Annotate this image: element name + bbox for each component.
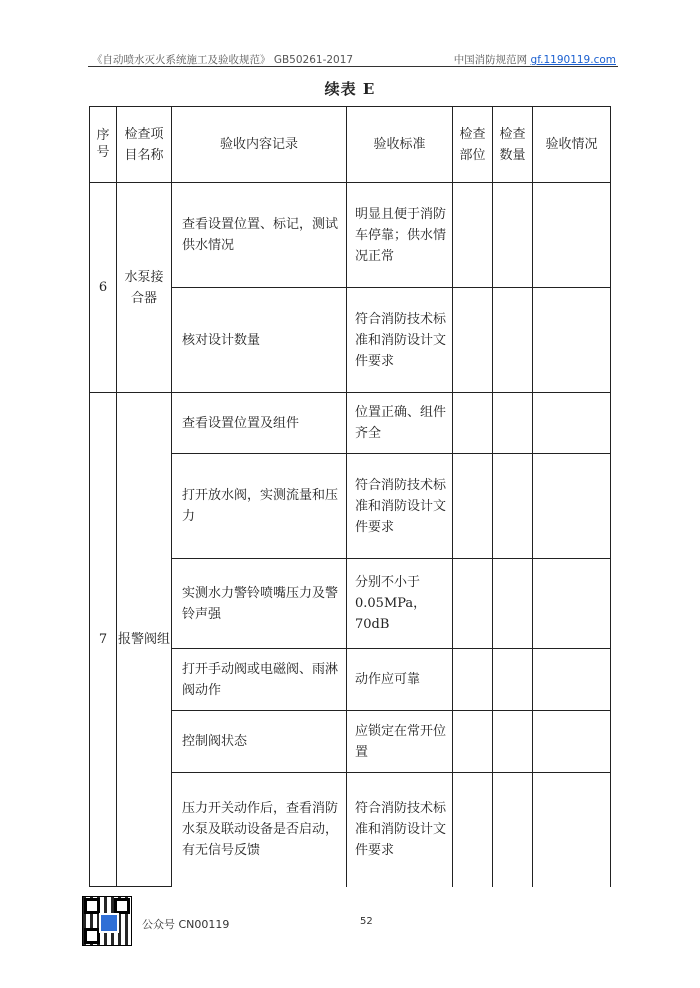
- qty-cell: [493, 393, 533, 454]
- standard-cell: 应锁定在常开位置: [347, 711, 453, 773]
- standard-cell: 符合消防技术标准和消防设计文件要求: [347, 773, 453, 887]
- content-cell: 查看设置位置、标记，测试供水情况: [172, 183, 347, 288]
- part-cell: [453, 711, 493, 773]
- qr-corner-mark: [114, 898, 130, 914]
- part-cell: [453, 454, 493, 559]
- qr-code-image: [82, 896, 132, 946]
- header-rule: [88, 66, 618, 67]
- header-site: [454, 52, 616, 67]
- col-header-content: 验收内容记录: [172, 107, 347, 183]
- col-header-standard: 验收标准: [347, 107, 453, 183]
- part-cell: [453, 773, 493, 887]
- table-title: 续表 E: [324, 80, 376, 98]
- group-name: 报警阀组: [117, 393, 172, 887]
- qty-cell: [493, 559, 533, 649]
- header-site-link[interactable]: gf.1190119.com: [530, 54, 616, 66]
- part-cell: [453, 559, 493, 649]
- col-header-seq: [90, 107, 117, 183]
- part-cell: [453, 183, 493, 288]
- content-cell: 控制阀状态: [172, 711, 347, 773]
- qr-corner-mark: [84, 898, 100, 914]
- wechat-account: 公众号 CN00119: [142, 918, 230, 931]
- part-cell: [453, 649, 493, 711]
- content-cell: 实测水力警铃喷嘴压力及警铃声强: [172, 559, 347, 649]
- content-cell: 打开手动阀或电磁阀、雨淋阀动作: [172, 649, 347, 711]
- group-name: [117, 183, 172, 393]
- col-header-qty: [493, 107, 533, 183]
- col-header-item-text: 检查项目名称: [124, 126, 164, 163]
- result-cell: [533, 183, 611, 288]
- standard-cell: 分别不小于0.05MPa，70dB: [347, 559, 453, 649]
- group-no: 6: [90, 183, 117, 393]
- content-cell: 压力开关动作后，查看消防水泵及联动设备是否启动，有无信号反馈: [172, 773, 347, 887]
- qty-cell: [493, 649, 533, 711]
- part-cell: [453, 393, 493, 454]
- col-header-seq-text: 序号: [96, 127, 110, 160]
- standard-cell: 动作应可靠: [347, 649, 453, 711]
- col-header-result: 验收情况: [533, 107, 611, 183]
- result-cell: [533, 288, 611, 393]
- result-cell: [533, 393, 611, 454]
- qty-cell: [493, 183, 533, 288]
- qr-corner-mark: [84, 928, 100, 944]
- page-number: 52: [360, 916, 373, 927]
- result-cell: [533, 454, 611, 559]
- group-name-text: 水泵接合器: [124, 269, 164, 306]
- content-cell: 打开放水阀，实测流量和压力: [172, 454, 347, 559]
- standard-cell: 明显且便于消防车停靠；供水情况正常: [347, 183, 453, 288]
- header-site-label: 中国消防规范网: [453, 54, 528, 66]
- result-cell: [533, 773, 611, 887]
- result-cell: [533, 649, 611, 711]
- col-header-part: [453, 107, 493, 183]
- qty-cell: [493, 454, 533, 559]
- part-cell: [453, 288, 493, 393]
- table-row: [90, 183, 611, 288]
- table-header-row: [90, 107, 611, 183]
- result-cell: [533, 711, 611, 773]
- col-header-item: [117, 107, 172, 183]
- header-document-title: 《自动喷水灭火系统施工及验收规范》 GB50261-2017: [92, 54, 354, 66]
- standard-cell: 符合消防技术标准和消防设计文件要求: [347, 288, 453, 393]
- col-header-qty-text: 检查数量: [499, 126, 526, 163]
- standard-cell: 位置正确、组件齐全: [347, 393, 453, 454]
- qty-cell: [493, 773, 533, 887]
- qr-logo: [99, 913, 119, 933]
- standard-cell: 符合消防技术标准和消防设计文件要求: [347, 454, 453, 559]
- qty-cell: [493, 288, 533, 393]
- result-cell: [533, 559, 611, 649]
- acceptance-table: [89, 106, 611, 887]
- content-cell: 查看设置位置及组件: [172, 393, 347, 454]
- content-cell: 核对设计数量: [172, 288, 347, 393]
- qty-cell: [493, 711, 533, 773]
- col-header-part-text: 检查部位: [459, 126, 486, 163]
- group-no: 7: [90, 393, 117, 887]
- table-row: [90, 393, 611, 454]
